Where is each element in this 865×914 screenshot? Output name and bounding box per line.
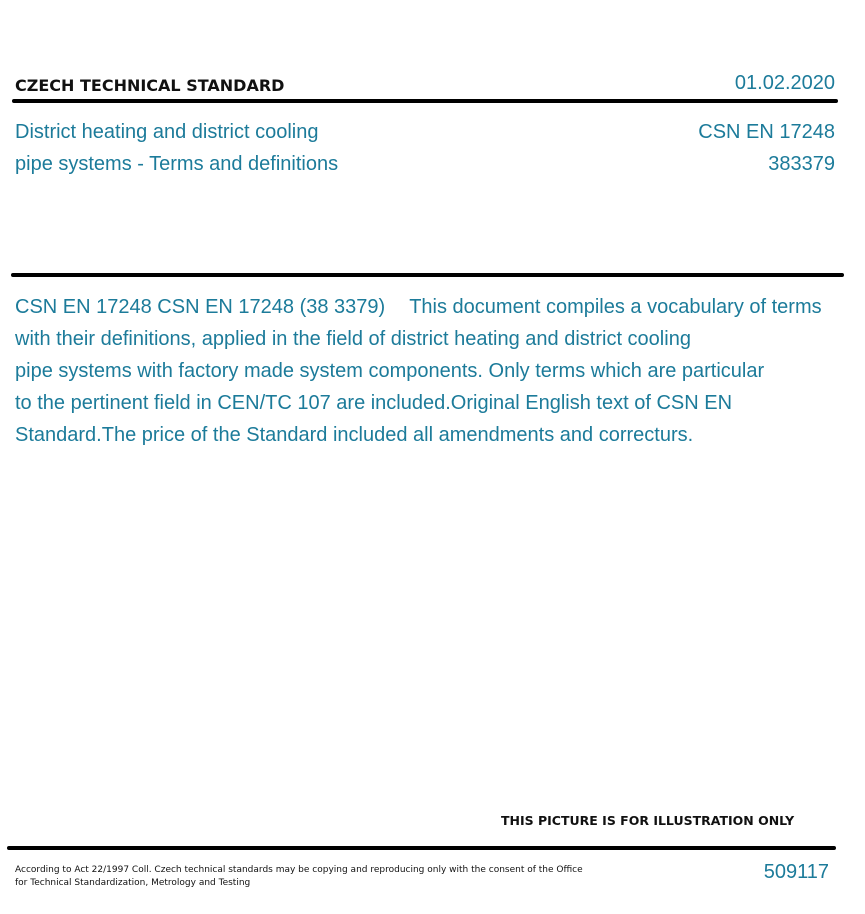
document-title (15, 116, 338, 180)
abstract-line: to the pertinent field in CEN/TC 107 are included.Original English text of CSN EN (15, 392, 733, 414)
legal-notice (15, 864, 583, 890)
document-identifiers (698, 116, 835, 180)
standard-number: CSN EN 17248 (698, 121, 835, 143)
bottom-divider (7, 846, 836, 850)
abstract-reference: CSN EN 17248 CSN EN 17248 (38 3379) (15, 296, 386, 318)
abstract-line: with their definitions, applied in the field of district heating and district cooling (15, 328, 691, 350)
middle-divider (11, 273, 844, 277)
abstract-line (15, 291, 865, 323)
abstract-line: Standard.The price of the Standard included all amendments and correcturs. (15, 424, 694, 446)
header-title: CZECH TECHNICAL STANDARD (15, 76, 285, 95)
illustration-note: THIS PICTURE IS FOR ILLUSTRATION ONLY (501, 813, 795, 828)
product-code: 509117 (763, 861, 829, 883)
abstract-lead-text: This document compiles a vocabulary of terms (409, 296, 822, 318)
abstract (15, 291, 865, 451)
legal-notice-line: According to Act 22/1997 Coll. Czech technical standards may be copying and reproducing only with the consent of the Office (15, 865, 583, 875)
document-title-line: District heating and district cooling (15, 121, 319, 143)
legal-notice-line: for Technical Standardization, Metrology and Testing (15, 878, 251, 888)
top-divider (12, 99, 838, 103)
document-title-line: pipe systems - Terms and definitions (15, 153, 339, 175)
abstract-line: pipe systems with factory made system components. Only terms which are particular (15, 360, 765, 382)
publication-date: 01.02.2020 (734, 72, 835, 94)
classification-code: 383379 (768, 153, 835, 175)
